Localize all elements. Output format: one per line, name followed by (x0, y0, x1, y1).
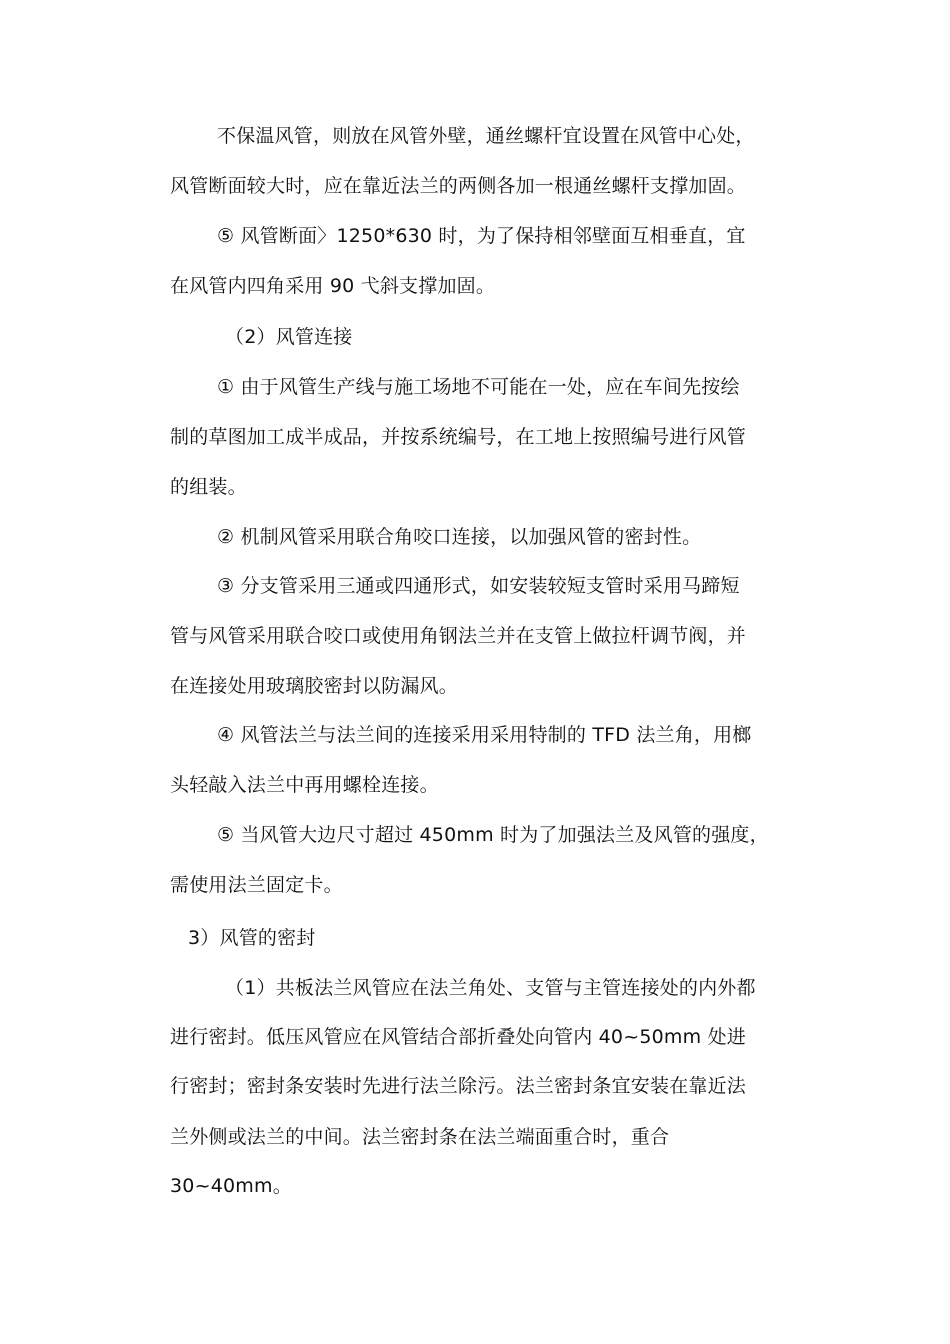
text-line-22: 30~40mm。 (170, 1175, 292, 1197)
text-line-19: 进行密封。低压风管应在风管结合部折叠处向管内 40~50mm 处进 (170, 1026, 746, 1048)
text-line-8: 的组装。 (170, 476, 247, 498)
text-line-13: ④ 风管法兰与法兰间的连接采用采用特制的 TFD 法兰角，用榔 (217, 724, 752, 746)
text-line-7: 制的草图加工成半成品，并按系统编号，在工地上按照编号进行风管 (170, 426, 747, 448)
text-line-10: ③ 分支管采用三通或四通形式，如安装较短支管时采用马蹄短 (217, 575, 740, 597)
text-line-11: 管与风管采用联合咬口或使用角钢法兰并在支管上做拉杆调节阀，并 (170, 625, 747, 647)
text-line-16: 需使用法兰固定卡。 (170, 874, 343, 896)
text-line-21: 兰外侧或法兰的中间。法兰密封条在法兰端面重合时，重合 (170, 1126, 670, 1148)
text-line-12: 在连接处用玻璃胶密封以防漏风。 (170, 675, 459, 697)
text-line-14: 头轻敲入法兰中再用螺栓连接。 (170, 774, 439, 796)
text-line-18: （1）共板法兰风管应在法兰角处、支管与主管连接处的内外都 (225, 977, 756, 999)
text-line-20: 行密封；密封条安装时先进行法兰除污。法兰密封条宜安装在靠近法 (170, 1075, 747, 1097)
text-line-4: 在风管内四角采用 90 弋斜支撑加固。 (170, 275, 496, 297)
text-line-3: ⑤ 风管断面〉1250*630 时，为了保持相邻壁面互相垂直，宜 (217, 225, 746, 247)
text-line-9: ② 机制风管采用联合角咬口连接，以加强风管的密封性。 (217, 526, 702, 548)
text-line-2: 风管断面较大时，应在靠近法兰的两侧各加一根通丝螺杆支撑加固。 (170, 175, 747, 197)
text-line-6: ① 由于风管生产线与施工场地不可能在一处，应在车间先按绘 (217, 376, 740, 398)
text-line-1: 不保温风管，则放在风管外壁，通丝螺杆宜设置在风管中心处， (217, 125, 755, 147)
section-heading-duct-connection: （2）风管连接 (225, 326, 353, 348)
text-line-15: ⑤ 当风管大边尺寸超过 450mm 时为了加强法兰及风管的强度， (217, 824, 769, 846)
section-heading-duct-sealing: 3）风管的密封 (188, 927, 316, 949)
